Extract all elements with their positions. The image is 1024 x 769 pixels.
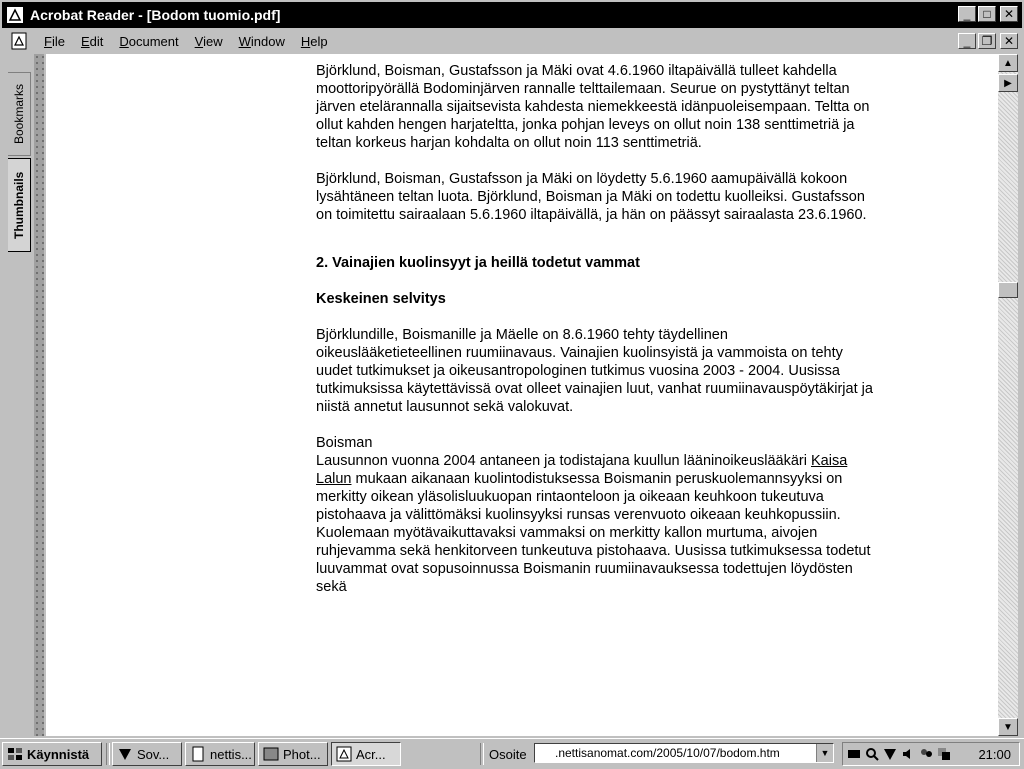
maximize-button[interactable]: □ — [978, 6, 996, 22]
tab-bookmarks[interactable]: Bookmarks — [8, 72, 31, 156]
minimize-button[interactable]: _ — [958, 6, 976, 22]
title-bar[interactable] — [2, 2, 1022, 28]
pdf-page — [316, 62, 876, 614]
acrobat-app-icon — [6, 6, 24, 24]
search-icon[interactable] — [865, 747, 879, 761]
document-icon[interactable] — [10, 32, 30, 50]
task-button[interactable]: nettis... — [185, 742, 255, 766]
menu-window[interactable]: Window — [238, 33, 285, 49]
start-label: Käynnistä — [27, 746, 90, 762]
vertical-scrollbar[interactable] — [998, 54, 1018, 736]
windows-logo-icon — [7, 746, 23, 762]
paragraph: Lausunnon vuonna 2004 antaneen ja todistajana kuullun lääninoikeuslääkäri Kaisa Lalun mukaan aikanaan kuolintodistuksessa Boismanin peruskuolemannsyyksi on merkitty oikean yläsolisluukuopan rintaonteloon ja oikeaan keuhkoon tukeutuva pistohaava ja välittömäksi kuolinsyyksi runsas verenvuoto oikeaan keuhkopussiin. Kuolemaan myötävaikuttavaksi vammaksi on merkitty kallon murtuma, aivojen ruhjevamma sekä henkitorveen tunkeutuva pistohaava. Uusissa tutkimuksessa todetut luuvammat ovat sopusoinnussa Boismanin ruumiinavauksessa todettujen löydösten sekä — [316, 453, 871, 595]
speaker-icon[interactable] — [901, 747, 915, 761]
doc-close-button[interactable]: ✕ — [1000, 33, 1018, 49]
task-button-active[interactable]: Acr... — [331, 742, 401, 766]
subsection-heading: Keskeinen selvitys — [316, 291, 446, 307]
address-dropdown-button[interactable]: ▼ — [816, 744, 833, 762]
menu-bar — [2, 30, 1022, 52]
users-icon[interactable] — [919, 747, 933, 761]
task-button[interactable]: Sov... — [112, 742, 182, 766]
connection-icon[interactable] — [937, 747, 951, 761]
start-button[interactable] — [2, 742, 102, 766]
document-icon — [190, 746, 206, 762]
menu-help[interactable]: Help — [300, 33, 328, 49]
pane-splitter[interactable] — [34, 54, 44, 736]
acrobat-icon — [336, 746, 352, 762]
boisman-label: Boisman — [316, 435, 373, 451]
close-button[interactable]: ✕ — [1000, 6, 1018, 22]
image-icon — [263, 746, 279, 762]
section-heading: 2. Vainajien kuolinsyyt ja heillä todetut vammat — [316, 255, 640, 271]
menu-edit[interactable]: Edit — [80, 33, 104, 49]
address-input[interactable]: .nettisanomat.com/2005/10/07/bodom.htm ▼ — [534, 743, 834, 763]
system-tray — [842, 742, 1020, 766]
network-icon[interactable] — [847, 747, 861, 761]
document-view[interactable] — [46, 54, 998, 736]
scroll-up-button[interactable]: ▲ — [998, 54, 1018, 72]
scroll-down-button[interactable]: ▼ — [998, 718, 1018, 736]
menu-view[interactable]: View — [194, 33, 223, 49]
doc-minimize-button[interactable]: _ — [958, 33, 976, 49]
window-title: Acrobat Reader - [Bodom tuomio.pdf] — [30, 7, 281, 23]
underlined-name: Kaisa Lalun — [316, 453, 848, 487]
shield-icon[interactable] — [883, 747, 897, 761]
tab-thumbnails[interactable]: Thumbnails — [8, 158, 31, 252]
address-label: Osoite — [489, 747, 527, 762]
scroll-thumb[interactable] — [998, 282, 1018, 298]
paragraph: Björklundille, Boismanille ja Mäelle on 8.6.1960 tehty täydellinen oikeuslääketieteellinen ruumiinavaus. Vainajien kuolinsyistä ja vammoista on tehty uudet tutkimukset ja oikeusantropologinen tutkimus vuosina 2003 - 2004. Uusissa tutkimuksissa käytettävissä ovat olleet vainajien luut, vanhat ruumiinavauspöytäkirjat ja niistä annetut lausunnot sekä valokuvat. — [316, 327, 873, 415]
taskbar — [0, 738, 1024, 769]
scroll-right-button[interactable]: ▶ — [998, 74, 1018, 92]
task-button[interactable]: Phot... — [258, 742, 328, 766]
clock: 21:00 — [978, 747, 1011, 762]
app-icon — [117, 746, 133, 762]
menu-document[interactable]: Document — [119, 33, 179, 49]
doc-restore-button[interactable]: ❐ — [978, 33, 996, 49]
menu-file[interactable]: File — [44, 33, 65, 49]
paragraph: Björklund, Boisman, Gustafsson ja Mäki ovat 4.6.1960 iltapäivällä tulleet kahdella moottoripyörällä Bodominjärven rannalle telttailemaan. Seurue on pystyttänyt teltan järven etelärannalla sijaitsevista kahdesta niemekkeestä idänpuoleisempaan. Teltta on ollut kahden hengen harjateltta, jonka pohjan leveys on ollut noin 138 senttimetriä ja teltan korkeus harjan kohdalta on ollut noin 113 senttimetriä. — [316, 63, 870, 151]
paragraph: Björklund, Boisman, Gustafsson ja Mäki on löydetty 5.6.1960 aamupäivällä kokoon lysähtäneen teltan luota. Björklund, Boisman ja Mäki on todettu kuolleiksi. Gustafsson on toimitettu sairaalaan 5.6.1960 iltapäivällä, ja hän on päässyt sairaalasta 23.6.1960. — [316, 171, 867, 223]
